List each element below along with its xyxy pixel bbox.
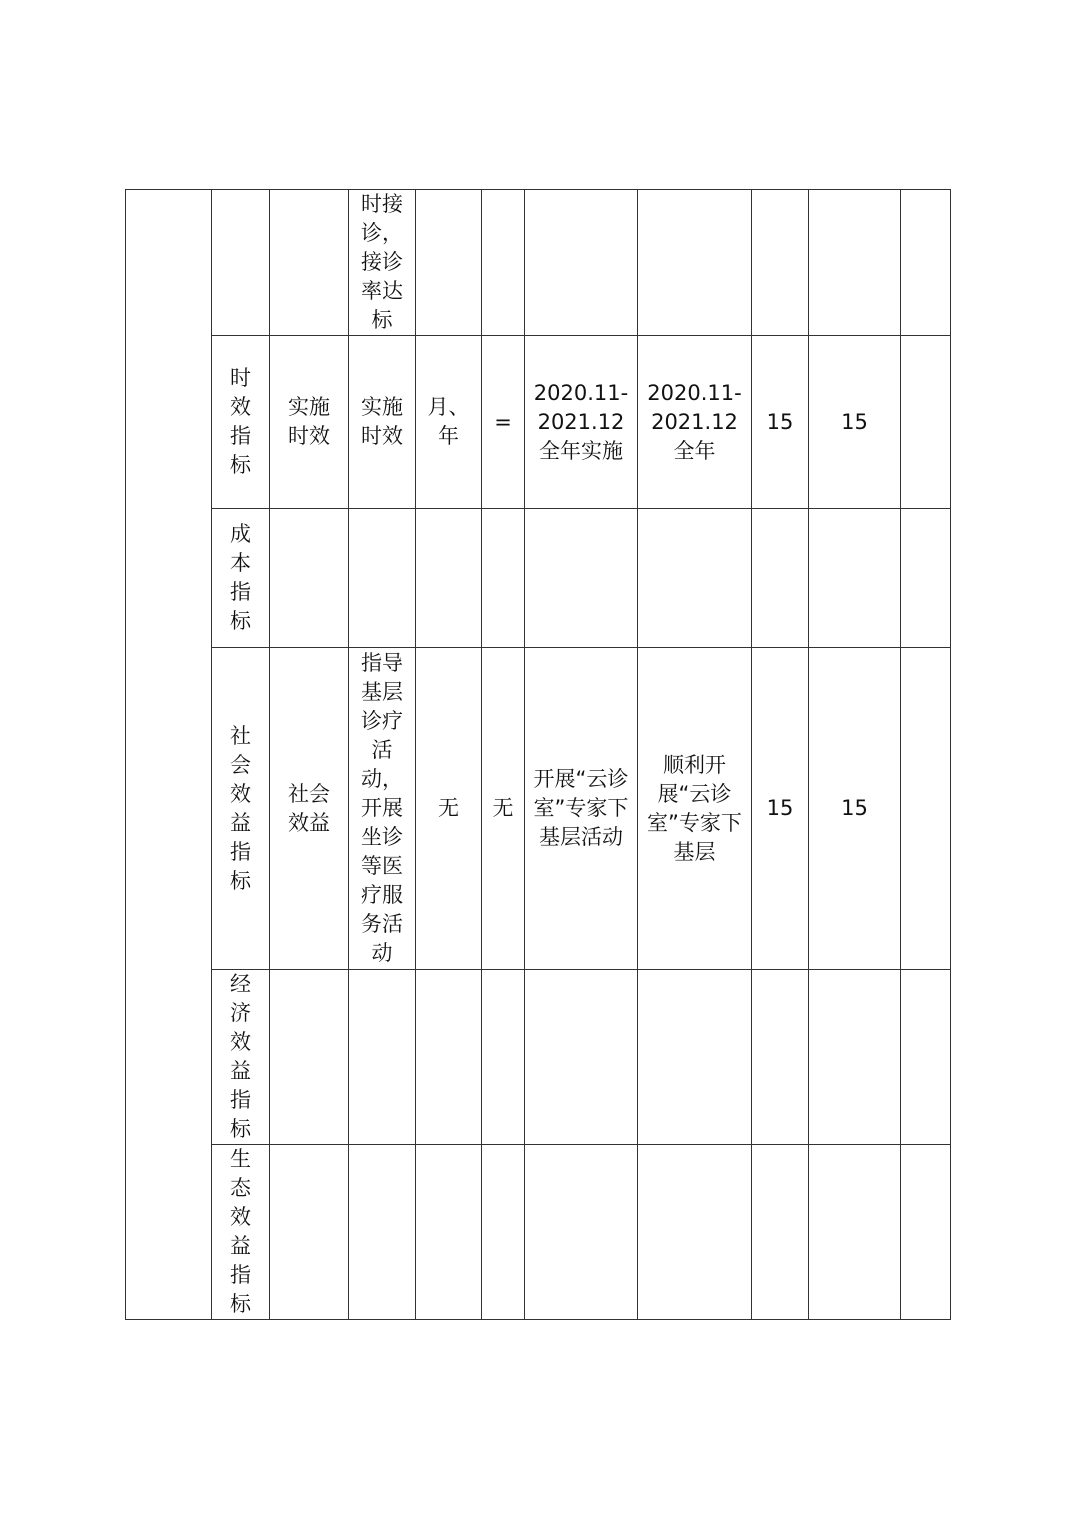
annual-target-cell xyxy=(525,970,638,1145)
remark-cell xyxy=(901,970,951,1145)
table-row xyxy=(126,336,951,509)
first-level-indicator-cell xyxy=(126,190,212,1320)
unit-cell xyxy=(416,509,482,648)
actual-value-cell: 顺利开展“云诊室”专家下基层 xyxy=(638,648,752,970)
indicator-cell: 实施时效 xyxy=(349,336,416,509)
annual-target-cell: 2020.11-2021.12全年实施 xyxy=(525,336,638,509)
indicator-cell xyxy=(349,970,416,1145)
category-cell: 生态效益指标 xyxy=(212,1145,270,1320)
symbol-cell: = xyxy=(482,336,525,509)
score-cell xyxy=(809,970,901,1145)
performance-indicator-table xyxy=(125,189,951,1320)
indicator-cell: 时接诊，接诊率达标 xyxy=(349,190,416,336)
score-cell xyxy=(809,190,901,336)
symbol-cell xyxy=(482,509,525,648)
indicator-cell xyxy=(349,1145,416,1320)
remark-cell xyxy=(901,509,951,648)
category-cell: 社会效益指标 xyxy=(212,648,270,970)
remark-cell xyxy=(901,648,951,970)
symbol-cell: 无 xyxy=(482,648,525,970)
actual-value-cell xyxy=(638,970,752,1145)
sub-index-cell xyxy=(270,1145,349,1320)
sub-index-cell xyxy=(270,190,349,336)
sub-index-cell xyxy=(270,509,349,648)
weight-cell xyxy=(752,1145,809,1320)
table-row xyxy=(126,509,951,648)
unit-cell: 月、年 xyxy=(416,336,482,509)
unit-cell xyxy=(416,1145,482,1320)
sub-index-cell: 实施时效 xyxy=(270,336,349,509)
category-cell: 经济效益指标 xyxy=(212,970,270,1145)
actual-value-cell xyxy=(638,509,752,648)
remark-cell xyxy=(901,190,951,336)
score-cell: 15 xyxy=(809,336,901,509)
unit-cell xyxy=(416,970,482,1145)
remark-cell xyxy=(901,1145,951,1320)
actual-value-cell: 2020.11-2021.12全年 xyxy=(638,336,752,509)
actual-value-cell xyxy=(638,190,752,336)
annual-target-cell xyxy=(525,190,638,336)
sub-index-cell: 社会效益 xyxy=(270,648,349,970)
unit-cell: 无 xyxy=(416,648,482,970)
symbol-cell xyxy=(482,1145,525,1320)
table-row xyxy=(126,190,951,336)
score-cell xyxy=(809,509,901,648)
table-row xyxy=(126,970,951,1145)
symbol-cell xyxy=(482,190,525,336)
weight-cell xyxy=(752,509,809,648)
weight-cell: 15 xyxy=(752,336,809,509)
weight-cell xyxy=(752,970,809,1145)
category-cell: 成本指标 xyxy=(212,509,270,648)
remark-cell xyxy=(901,336,951,509)
category-cell: 时效指标 xyxy=(212,336,270,509)
score-cell xyxy=(809,1145,901,1320)
weight-cell: 15 xyxy=(752,648,809,970)
annual-target-cell xyxy=(525,1145,638,1320)
indicator-cell: 指导基层诊疗活动，开展坐诊等医疗服务活动 xyxy=(349,648,416,970)
category-cell xyxy=(212,190,270,336)
weight-cell xyxy=(752,190,809,336)
table-row xyxy=(126,648,951,970)
symbol-cell xyxy=(482,970,525,1145)
table-row xyxy=(126,1145,951,1320)
sub-index-cell xyxy=(270,970,349,1145)
score-cell: 15 xyxy=(809,648,901,970)
actual-value-cell xyxy=(638,1145,752,1320)
unit-cell xyxy=(416,190,482,336)
annual-target-cell xyxy=(525,509,638,648)
annual-target-cell: 开展“云诊室”专家下基层活动 xyxy=(525,648,638,970)
indicator-cell xyxy=(349,509,416,648)
